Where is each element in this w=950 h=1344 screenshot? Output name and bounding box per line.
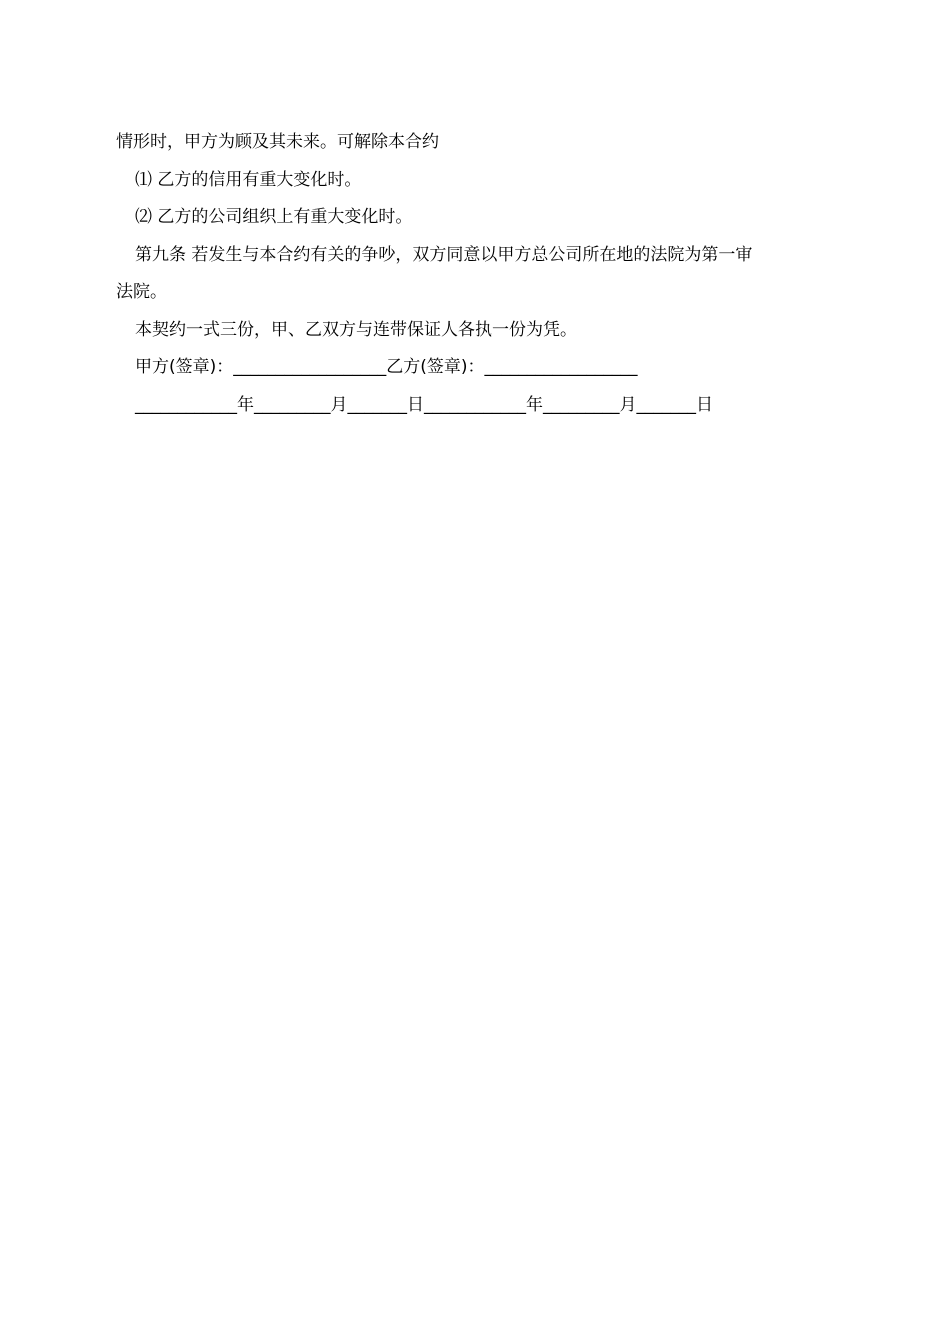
clause-continuation: 情形时，甲方为顾及其未来。可解除本合约 — [116, 132, 439, 152]
copies-statement: 本契约一式三份，甲、乙双方与连带保证人各执一份为凭。 — [135, 319, 577, 340]
condition-item-1: ⑴ 乙方的信用有重大变化时。 — [135, 169, 362, 190]
contract-text — [116, 124, 856, 424]
condition-item-2: ⑵ 乙方的公司组织上有重大变化时。 — [135, 207, 413, 227]
date-line: ____________年_________月_______日____________年_________月_______日 — [135, 394, 713, 415]
signature-line: 甲方(签章)：__________________乙方(签章)：__________________ — [135, 357, 638, 377]
article-nine-continuation: 法院。 — [116, 282, 167, 302]
article-nine: 第九条 若发生与本合约有关的争吵，双方同意以甲方总公司所在地的法院为第一审 — [135, 244, 753, 265]
